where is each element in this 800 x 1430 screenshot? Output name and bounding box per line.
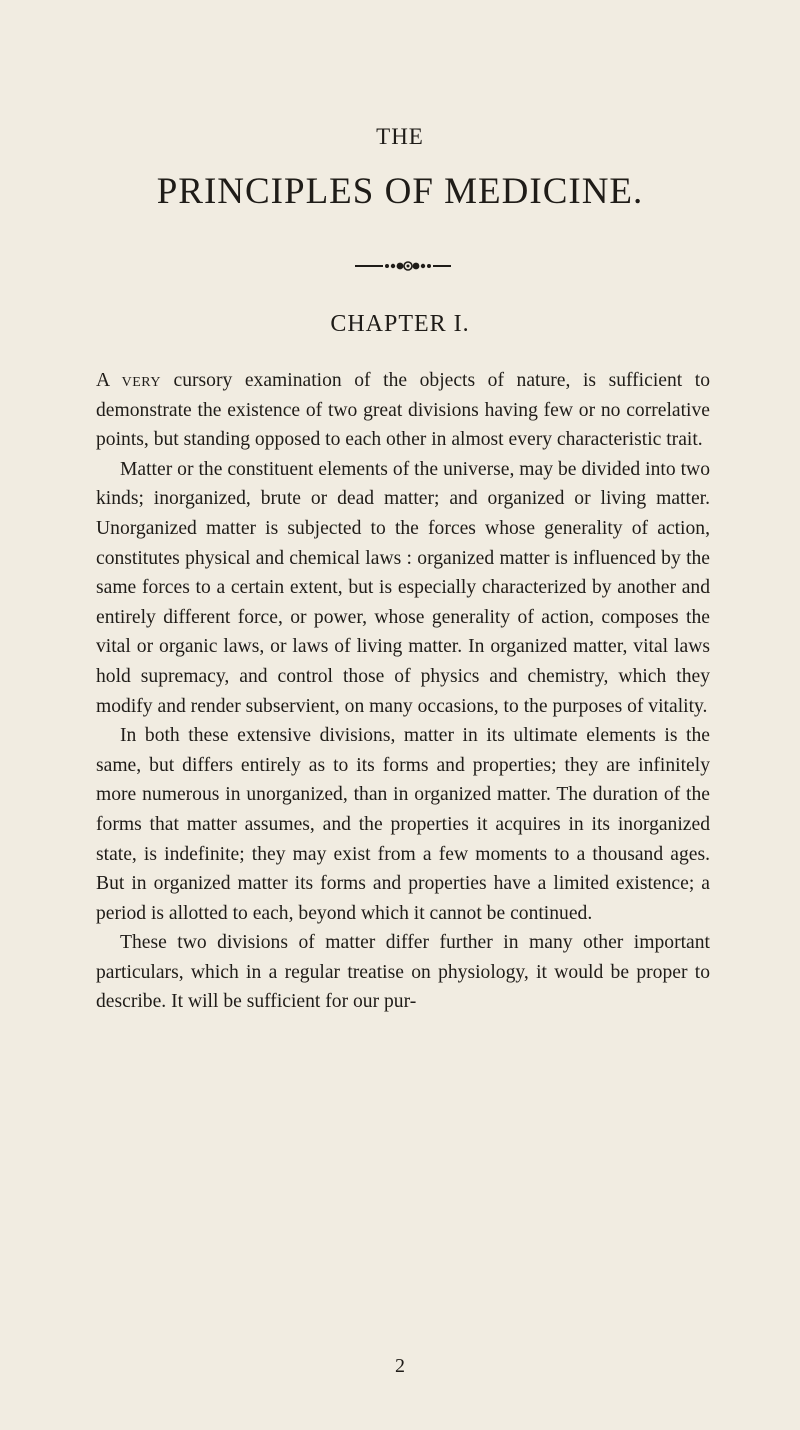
- paragraph-1: [96, 366, 710, 455]
- paragraph-1-text: cursory examination of the objects of nature, is sufficient to demonstrate the existence of two great divisions having few or no correlative points, but standing opposed to each other in almost every characteristic trait.: [96, 370, 710, 451]
- paragraph-1-initial: A: [96, 370, 110, 391]
- paragraph-4: These two divisions of matter differ further in many other important particulars, which in a regular treatise on physiology, it would be proper to describe. It will be sufficient for our pur-: [96, 932, 710, 1013]
- title-prefix: THE: [376, 124, 424, 149]
- book-title: PRINCIPLES OF MEDICINE.: [156, 171, 644, 212]
- paragraph-1-smallcaps: very: [121, 370, 161, 391]
- chapter-heading: CHAPTER I.: [330, 311, 470, 337]
- paragraph-2: Matter or the constituent elements of the universe, may be divided into two kinds; inorganized, brute or dead matter; and organized or living matter. Unorganized matter is subjected to the forces whose generality of action, constitutes physical and chemical laws : organized matter is influenced by the same forces to a certain extent, but is especially characterized by another and entirely different force, or power, whose generality of action, composes the vital or organic laws, or laws of living matter. In organized matter, vital laws hold supremacy, and control those of physics and chemistry, which they modify and render subservient, on many occasions, to the purposes of vitality.: [96, 458, 710, 717]
- paragraph-3: In both these extensive divisions, matter in its ultimate elements is the same, but differs entirely as to its forms and properties; they are infinitely more numerous in unorganized, than in organized matter. The duration of the forms that matter assumes, and the properties it acquires in its inorganized state, is indefinite; they may exist from a few moments to a thousand ages. But in organized matter its forms and properties have a limited existence; a period is allotted to each, beyond which it cannot be continued.: [96, 725, 710, 924]
- ornament-rule-icon: [353, 258, 453, 274]
- page-number: 2: [395, 1355, 405, 1377]
- body-text: [96, 366, 710, 1017]
